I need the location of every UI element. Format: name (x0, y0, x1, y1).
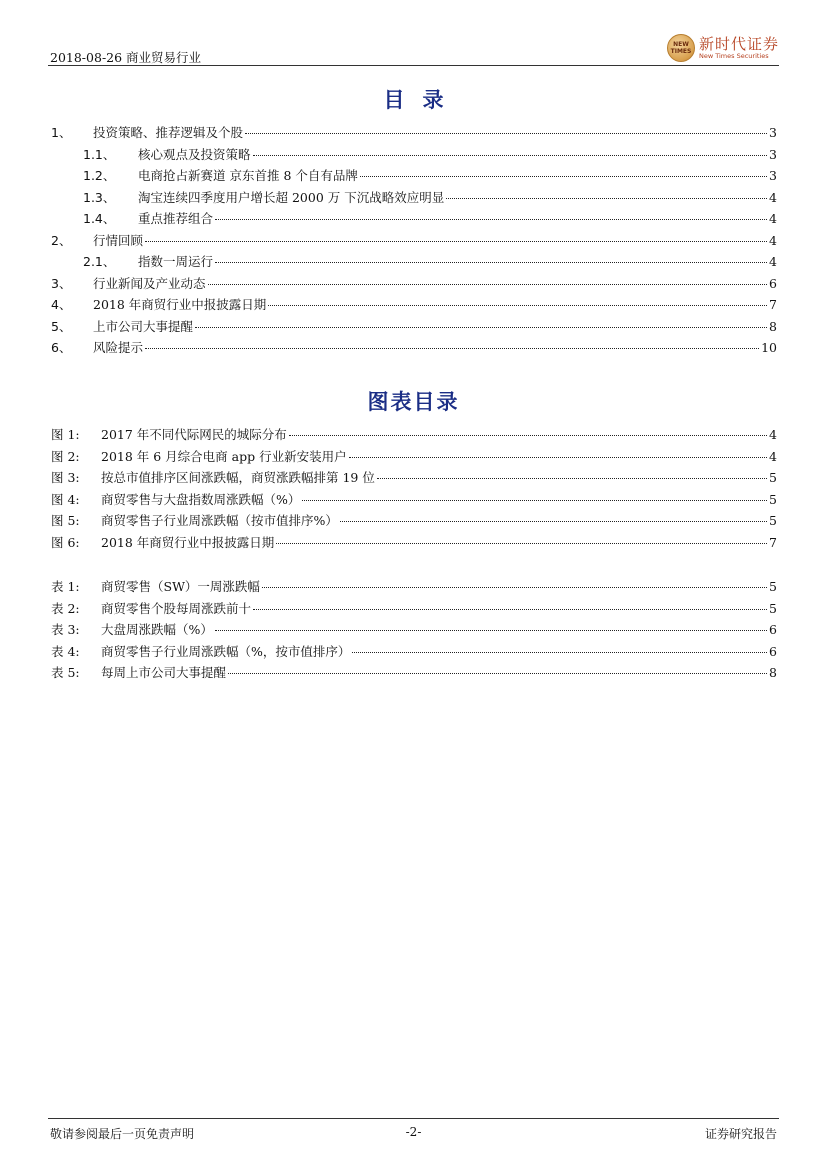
dot-leader (276, 543, 767, 544)
toc-entry[interactable] (48, 145, 777, 167)
toc-entry[interactable] (48, 231, 777, 253)
table-entry-text: 商贸零售（SW）一周涨跌幅 (101, 579, 260, 594)
toc-entry-text: 指数一周运行 (138, 254, 214, 269)
dot-leader (145, 348, 759, 349)
logo-name-en: New Times Securities (698, 52, 769, 60)
header-date-industry: 2018-08-26 商业贸易行业 (50, 50, 202, 65)
tables-list (48, 577, 777, 685)
footer-page-number: -2- (405, 1125, 422, 1139)
toc-entry-page: 3 (769, 125, 777, 140)
header-divider (48, 65, 779, 66)
toc-entry-number: 2、 (51, 232, 72, 248)
toc-entry-page: 8 (769, 318, 777, 334)
toc-entry-number: 1.1、 (83, 146, 116, 162)
dot-leader (208, 284, 768, 285)
toc-entry-text: 投资策略、推荐逻辑及个股 (93, 125, 244, 140)
table-entry-text: 商贸零售子行业周涨跌幅（%，按市值排序） (101, 643, 351, 659)
dot-leader (215, 262, 767, 263)
toc-entry-text: 核心观点及投资策略 (138, 146, 251, 162)
figures-list (48, 425, 777, 554)
toc-entry-number: 4、 (51, 297, 72, 312)
toc-entry[interactable] (48, 166, 777, 188)
toc-entry-number: 1.2、 (83, 168, 116, 183)
figure-entry[interactable] (48, 490, 777, 512)
table-entry-number: 表 3: (51, 622, 80, 637)
dot-leader (253, 609, 767, 610)
toc-entry[interactable] (48, 274, 777, 296)
toc-entry[interactable] (48, 209, 777, 231)
figure-entry[interactable] (48, 511, 777, 533)
dot-leader (349, 457, 767, 458)
table-entry-number: 表 1: (51, 579, 80, 594)
dot-leader (215, 630, 767, 631)
figure-entry[interactable] (48, 533, 777, 555)
logo-mark-line1: NEW (673, 41, 689, 48)
dot-leader (215, 219, 767, 220)
company-logo (667, 34, 779, 62)
figure-entry-text: 2018 年 6 月综合电商 app 行业新安装用户 (101, 448, 347, 464)
dot-leader (302, 500, 767, 501)
figure-entry-text: 2017 年不同代际网民的城际分布 (101, 427, 287, 442)
toc-entry-text: 行业新闻及产业动态 (93, 275, 206, 291)
toc-entry[interactable] (48, 252, 777, 274)
table-entry-page: 8 (769, 665, 777, 680)
figure-entry-page: 4 (769, 427, 777, 442)
figure-entry-text: 按总市值排序区间涨跌幅，商贸涨跌幅排第 19 位 (101, 470, 375, 485)
toc-list (48, 123, 777, 360)
toc-entry-number: 1、 (51, 125, 72, 140)
footer-report-type: 证券研究报告 (704, 1127, 777, 1141)
toc-entry-page: 10 (761, 340, 777, 355)
toc-entry-page: 4 (769, 232, 777, 248)
table-entry[interactable] (48, 642, 777, 664)
figure-entry-text: 商贸零售与大盘指数周涨跌幅（%） (101, 491, 301, 507)
toc-entry-number: 2.1、 (83, 254, 116, 269)
figures-toc-title: 图表目录 (367, 390, 460, 414)
table-entry[interactable] (48, 663, 777, 685)
toc-entry[interactable] (48, 295, 777, 317)
toc-entry-page: 6 (769, 275, 777, 291)
figure-entry-number: 图 3: (51, 470, 80, 485)
table-entry-text: 每周上市公司大事提醒 (101, 665, 227, 680)
table-entry-page: 5 (769, 579, 777, 594)
footer-disclaimer: 敬请参阅最后一页免责声明 (50, 1127, 195, 1141)
toc-entry-number: 5、 (51, 318, 72, 334)
figure-entry[interactable] (48, 447, 777, 469)
dot-leader (360, 176, 767, 177)
dot-leader (340, 521, 767, 522)
toc-entry-number: 1.3、 (83, 189, 116, 205)
table-entry[interactable] (48, 599, 777, 621)
toc-entry-number: 1.4、 (83, 211, 116, 226)
figure-entry-number: 图 2: (51, 448, 80, 464)
dot-leader (253, 155, 768, 156)
toc-entry[interactable] (48, 188, 777, 210)
dot-leader (228, 673, 767, 674)
dot-leader (289, 435, 767, 436)
dot-leader (262, 587, 767, 588)
toc-entry-number: 3、 (51, 275, 72, 291)
dot-leader (195, 327, 767, 328)
table-entry-page: 6 (769, 643, 777, 659)
toc-entry-text: 2018 年商贸行业中报披露日期 (93, 297, 267, 312)
toc-entry[interactable] (48, 338, 777, 360)
logo-emblem-icon (667, 34, 695, 62)
toc-entry-page: 4 (769, 254, 777, 269)
dot-leader (268, 305, 767, 306)
table-entry-number: 表 2: (51, 600, 80, 616)
table-entry-number: 表 4: (51, 643, 80, 659)
figure-entry-number: 图 1: (51, 427, 80, 442)
table-entry[interactable] (48, 620, 777, 642)
table-entry-text: 大盘周涨跌幅（%） (101, 622, 213, 637)
toc-entry-page: 3 (769, 146, 777, 162)
figure-entry-page: 4 (769, 448, 777, 464)
toc-title: 目录 (383, 88, 462, 112)
toc-entry-text: 电商抢占新赛道 京东首推 8 个自有品牌 (138, 168, 358, 183)
toc-entry-page: 7 (769, 297, 777, 312)
footer-divider (48, 1118, 779, 1119)
figure-entry-text: 2018 年商贸行业中报披露日期 (101, 534, 275, 550)
dot-leader (352, 652, 767, 653)
logo-mark-line2: TIMES (670, 48, 692, 55)
logo-name-cn: 新时代证券 (698, 35, 779, 53)
table-entry-page: 5 (769, 600, 777, 616)
toc-entry-page: 4 (769, 189, 777, 205)
page-footer (48, 1118, 779, 1145)
table-entry-page: 6 (769, 622, 777, 637)
figure-entry[interactable] (48, 425, 777, 447)
page-header (48, 35, 779, 65)
figure-entry-number: 图 5: (51, 513, 80, 528)
dot-leader (145, 241, 767, 242)
table-entry-text: 商贸零售个股每周涨跌前十 (101, 600, 252, 616)
dot-leader (377, 478, 767, 479)
figure-entry-number: 图 6: (51, 534, 80, 550)
figure-entry-page: 5 (769, 513, 777, 528)
toc-entry[interactable] (48, 317, 777, 339)
toc-entry-text: 重点推荐组合 (138, 211, 214, 226)
logo-text (699, 36, 779, 60)
figure-entry-page: 5 (769, 470, 777, 485)
figure-entry-page: 5 (769, 491, 777, 507)
figure-entry-text: 商贸零售子行业周涨跌幅（按市值排序%） (101, 513, 338, 528)
toc-entry-text: 淘宝连续四季度用户增长超 2000 万 下沉战略效应明显 (138, 189, 445, 205)
table-entry[interactable] (48, 577, 777, 599)
toc-entry-text: 风险提示 (93, 340, 144, 355)
toc-entry-text: 行情回顾 (93, 232, 144, 248)
figure-entry-page: 7 (769, 534, 777, 550)
dot-leader (245, 133, 767, 134)
toc-entry-page: 3 (769, 168, 777, 183)
figure-entry[interactable] (48, 468, 777, 490)
toc-entry-number: 6、 (51, 340, 72, 355)
toc-entry-text: 上市公司大事提醒 (93, 318, 194, 334)
dot-leader (446, 198, 767, 199)
figure-entry-number: 图 4: (51, 491, 80, 507)
table-entry-number: 表 5: (51, 665, 80, 680)
toc-entry-page: 4 (769, 211, 777, 226)
toc-entry[interactable] (48, 123, 777, 145)
